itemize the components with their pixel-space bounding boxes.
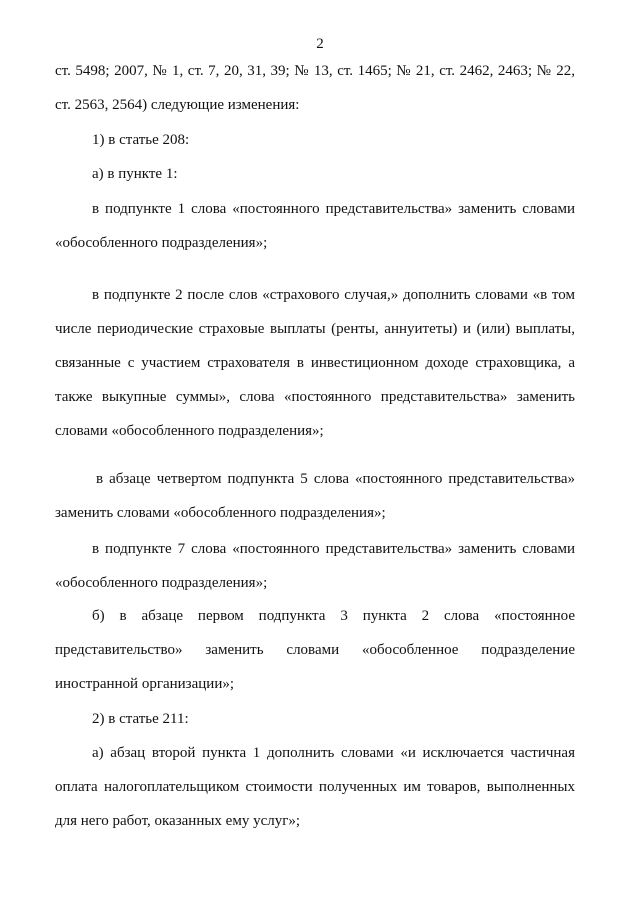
text-line: иностранной организации»;: [55, 676, 235, 692]
text-line: в абзаце четвертом подпункта 5 слова «постоянного представительства»: [96, 471, 575, 487]
text-line: в подпункте 2 после слов «страхового случая,» дополнить словами «в том: [92, 287, 575, 303]
text-line: для него работ, оказанных ему услуг»;: [55, 813, 301, 829]
text-line: оплата налогоплательщиком стоимости полученных им товаров, выполненных: [55, 779, 575, 795]
page-number: 2: [316, 36, 324, 52]
text-line: «обособленного подразделения»;: [55, 575, 268, 591]
text-line: связанные с участием страхователя в инвестиционном доходе страховщика, а: [55, 355, 575, 371]
text-line: 2) в статье 211:: [92, 711, 189, 727]
text-line: «обособленного подразделения»;: [55, 235, 268, 251]
text-line: заменить словами «обособленного подразделения»;: [55, 505, 386, 521]
text-line: словами «обособленного подразделения»;: [55, 423, 324, 439]
text-line: ст. 2563, 2564) следующие изменения:: [55, 97, 300, 113]
text-line: также выкупные суммы», слова «постоянного представительства» заменить: [55, 389, 575, 405]
text-line: в подпункте 7 слова «постоянного представительства» заменить словами: [92, 541, 575, 557]
text-line: числе периодические страховые выплаты (ренты, аннуитеты) и (или) выплаты,: [55, 321, 575, 337]
text-line: а) абзац второй пункта 1 дополнить словами «и исключается частичная: [92, 745, 575, 761]
text-line: б) в абзаце первом подпункта 3 пункта 2 слова «постоянное: [92, 608, 575, 624]
text-line: а) в пункте 1:: [92, 166, 178, 182]
text-line: в подпункте 1 слова «постоянного представительства» заменить словами: [92, 201, 575, 217]
text-line: 1) в статье 208:: [92, 132, 190, 148]
text-line: представительство» заменить словами «обособленное подразделение: [55, 642, 575, 658]
text-line: ст. 5498; 2007, № 1, ст. 7, 20, 31, 39; № 13, ст. 1465; № 21, ст. 2462, 2463; № 22,: [55, 63, 575, 79]
